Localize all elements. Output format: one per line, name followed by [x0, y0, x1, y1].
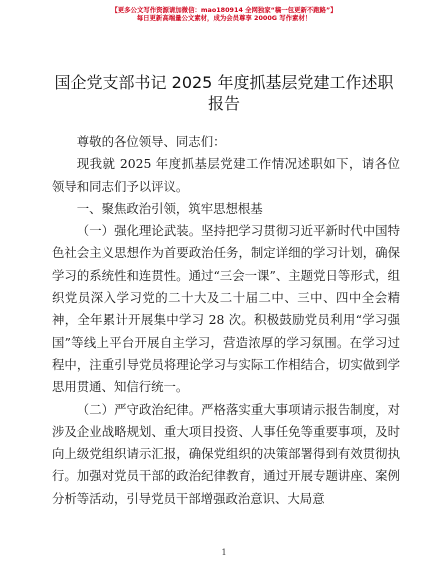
document-title-line-2: 报告 [207, 94, 240, 113]
promo-banner-line-2: 每日更新高端量公文素材，成为会员尊享 2000G 写作素材！ [136, 14, 312, 22]
paragraph-political-discipline: （二）严守政治纪律。严格落实重大事项请示报告制度，对涉及企业战略规划、重大项目投资、人事任免等重要事项，及时向上级党组织请示汇报，确保党组织的决策部署得到有效贯彻执行。加强对党员干部的政治纪律教育，通过开展专题讲座、案例分析等活动，引导党员干部增强政治意识、大局意 [52, 401, 400, 506]
section-heading-1: 一、聚焦政治引领，筑牢思想根基 [76, 200, 263, 216]
page-number: 1 [221, 548, 227, 557]
document-title [40, 72, 408, 114]
paragraph-theory-study: （一）强化理论武装。坚持把学习贯彻习近平新时代中国特色社会主义思想作为首要政治任务，制定详细的学习计划，确保学习的系统性和连贯性。通过“三会一课”、主题党日等形式，组织党员深入学习党的二十大及二十届二中、三中、四中全会精神，全年累计开展集中学习 28 次。积极鼓励党员利用“学习强国”等线上平台开展自主学习，营造浓厚的学习氛围。在学习过程中，注重引导党员将理论学习与实际工作相结合，切实做到学思用贯通、知信行统一。 [52, 223, 400, 395]
promo-banner [0, 6, 448, 22]
promo-banner-line-1: 【更多公文写作资源请加微信：mao180914 全网独家“稿一包更新不跑路”】 [111, 6, 337, 14]
document-body [52, 131, 400, 510]
intro-paragraph: 现我就 2025 年度抓基层党建工作情况述职如下，请各位领导和同志们予以评议。 [52, 156, 400, 194]
document-title-line-1: 国企党支部书记 2025 年度抓基层党建工作述职 [54, 73, 394, 92]
salutation: 尊敬的各位领导、同志们： [76, 134, 226, 149]
